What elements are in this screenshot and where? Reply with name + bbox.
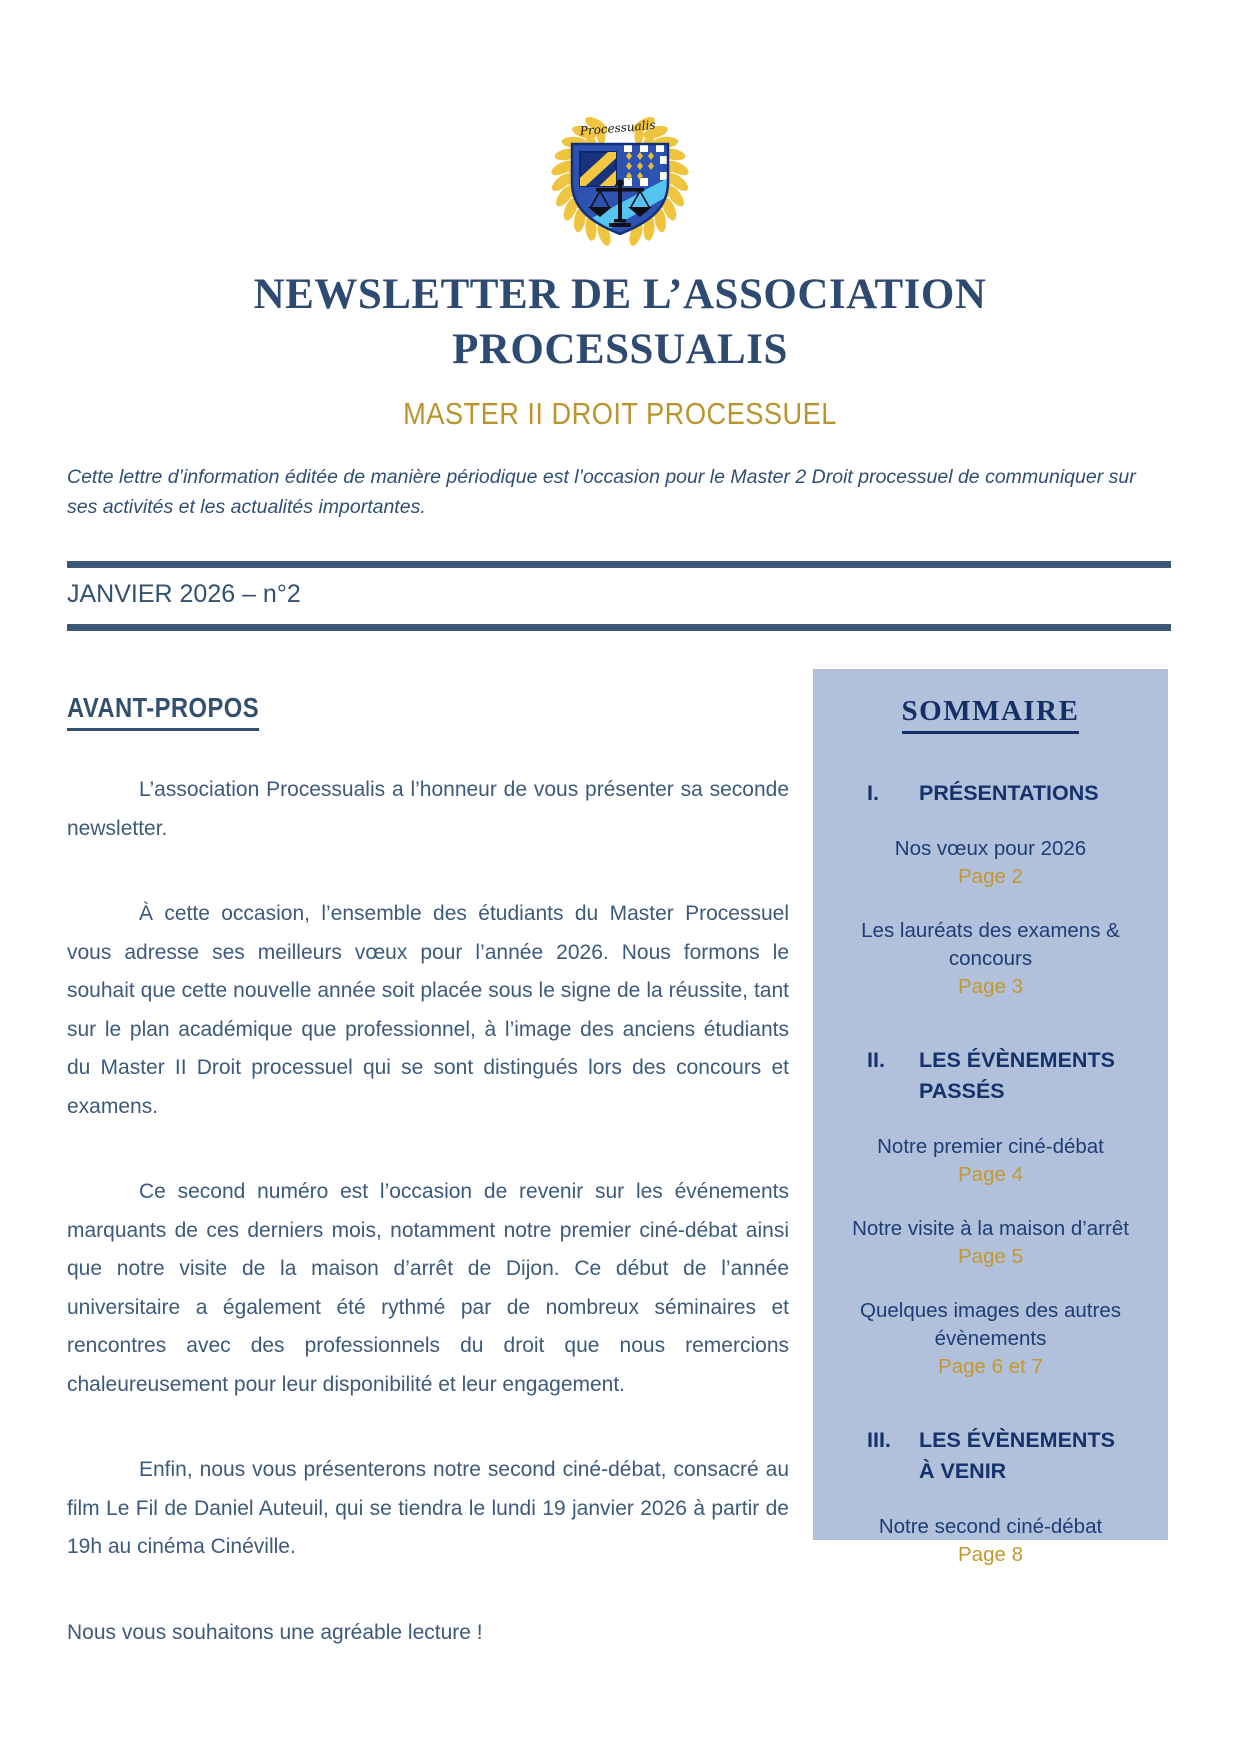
body-paragraph: L’association Processualis a l’honneur de vous présenter sa seconde newsletter. xyxy=(67,778,789,840)
entry-label: Les lauréats des examens & concours xyxy=(861,919,1120,970)
section-heading-text: LES ÉVÈNEMENTS À VENIR xyxy=(919,1428,1115,1483)
section-numeral: I. xyxy=(867,781,879,805)
logo-script-text: Processualis xyxy=(579,117,657,139)
sommaire-entry xyxy=(825,1215,1156,1271)
sommaire-entry xyxy=(825,917,1156,1001)
sommaire-section-evenements-passes xyxy=(825,1045,1156,1381)
entry-page-ref: Page 8 xyxy=(958,1543,1023,1566)
entry-label: Notre second ciné-débat xyxy=(878,1515,1103,1538)
sommaire-section-presentations xyxy=(825,778,1156,1001)
newsletter-intro: Cette lettre d’information éditée de manière périodique est l’occasion pour le Master 2 Droit processuel de communiquer sur ses activités et les actualités importantes. xyxy=(67,465,1136,518)
newsletter-title-line2: PROCESSUALIS xyxy=(452,325,788,373)
entry-label: Notre premier ciné-débat xyxy=(877,1135,1104,1158)
body-paragraph: Ce second numéro est l’occasion de revenir sur les événements marquants de ces derniers mois, notamment notre premier ciné-débat ainsi que notre visite de la maison d’arrêt de Dijon. Ce début de l’année universitaire a également été rythmé par de nombreux séminaires et rencontres avec des professionnels du droit que nous remercions chaleureusement pour leur disponibilité et leur engagement. xyxy=(67,1180,789,1396)
body-paragraph: À cette occasion, l’ensemble des étudiants du Master Processuel vous adresse ses meilleurs vœux pour l’année 2026. Nous formons le souhait que cette nouvelle année soit placée sous le signe de la réussite, tant sur le plan académique que professionnel, à l’image des anciens étudiants du Master II Droit processuel qui se sont distingués lors des concours et examens. xyxy=(67,902,789,1118)
body-paragraph: Enfin, nous vous présenterons notre second ciné-débat, consacré au film Le Fil de Daniel Auteuil, qui se tiendra le lundi 19 janvier 2026 à partir de 19h au cinéma Cinéville. xyxy=(67,1458,789,1558)
sommaire-section-heading xyxy=(825,778,1156,809)
newsletter-title xyxy=(0,267,1240,377)
sommaire-section-heading xyxy=(825,1045,1156,1107)
issue-date-line: JANVIER 2026 – n°2 xyxy=(67,580,301,608)
entry-page-ref: Page 4 xyxy=(958,1163,1023,1186)
sommaire-entry xyxy=(825,835,1156,891)
sommaire-title: SOMMAIRE xyxy=(902,695,1080,734)
entry-label: Notre visite à la maison d’arrêt xyxy=(852,1217,1129,1240)
section-numeral: II. xyxy=(867,1048,885,1072)
sommaire-box xyxy=(813,669,1168,1566)
section-heading-text: PRÉSENTATIONS xyxy=(919,781,1099,805)
section-heading-text: LES ÉVÈNEMENTS PASSÉS xyxy=(919,1048,1115,1103)
sommaire-entry xyxy=(825,1513,1156,1569)
newsletter-subtitle: MASTER II DROIT PROCESSUEL xyxy=(403,396,837,431)
entry-label: Quelques images des autres évènements xyxy=(860,1299,1121,1350)
horizontal-rule-top xyxy=(67,561,1171,568)
sommaire-section-heading xyxy=(825,1425,1156,1487)
avant-propos-heading: AVANT-PROPOS xyxy=(67,692,259,731)
section-numeral: III. xyxy=(867,1428,891,1452)
entry-label: Nos vœux pour 2026 xyxy=(894,837,1087,860)
entry-page-ref: Page 6 et 7 xyxy=(938,1355,1043,1378)
horizontal-rule-bottom xyxy=(67,624,1171,631)
closing-line: Nous vous souhaitons une agréable lecture ! xyxy=(67,1620,483,1644)
entry-page-ref: Page 2 xyxy=(958,865,1023,888)
laurel-wreath-shield-icon xyxy=(495,86,745,246)
sommaire-entry xyxy=(825,1133,1156,1189)
entry-page-ref: Page 5 xyxy=(958,1245,1023,1268)
association-crest-logo xyxy=(495,86,745,246)
entry-page-ref: Page 3 xyxy=(958,975,1023,998)
newsletter-title-line1: NEWSLETTER DE L’ASSOCIATION xyxy=(253,270,987,318)
sommaire-section-evenements-a-venir xyxy=(825,1425,1156,1569)
sommaire-entry xyxy=(825,1297,1156,1381)
avant-propos-section xyxy=(67,692,789,1652)
